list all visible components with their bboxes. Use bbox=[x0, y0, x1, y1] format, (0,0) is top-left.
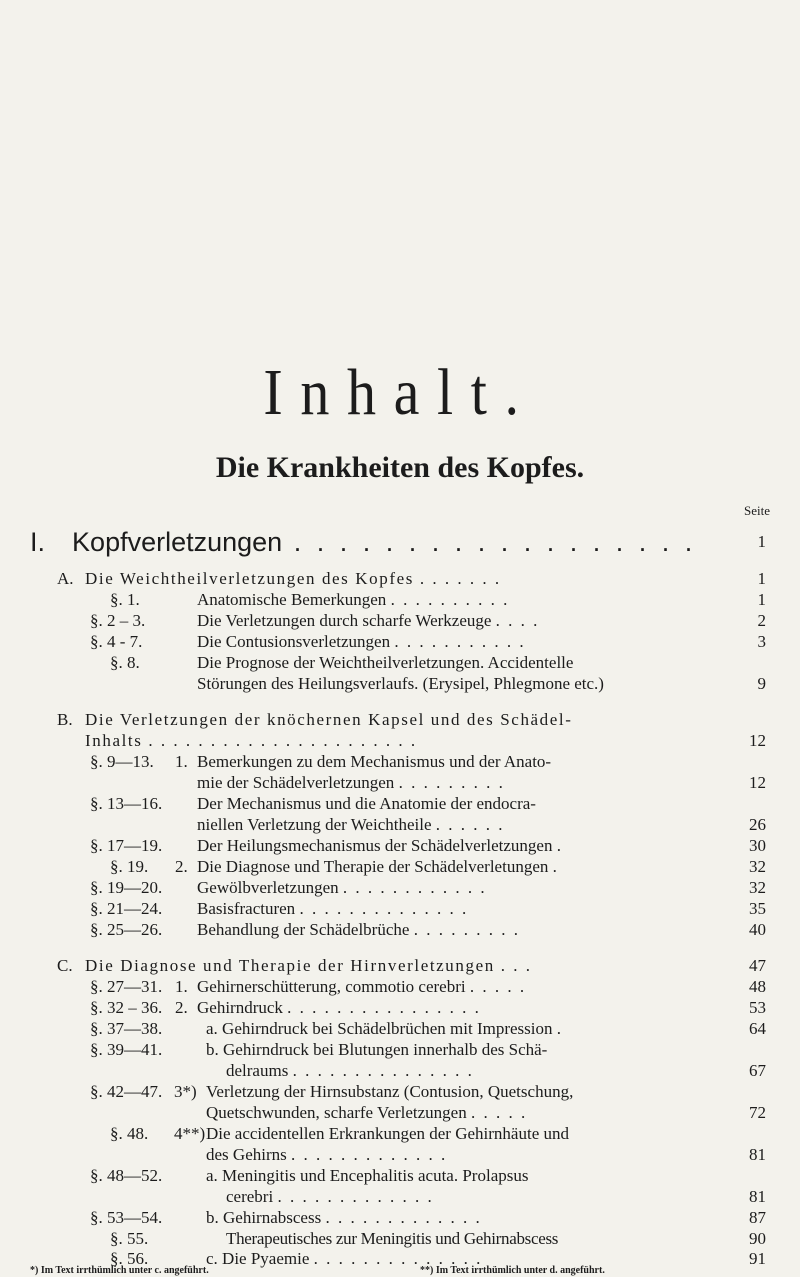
entry-text: Die Contusionsverletzungen bbox=[197, 632, 391, 651]
toc-entry bbox=[197, 857, 559, 877]
part-number: I. bbox=[30, 527, 46, 557]
toc-entry bbox=[197, 998, 481, 1018]
entry-text: cerebri bbox=[226, 1187, 274, 1206]
toc-entry-continued bbox=[226, 1187, 434, 1207]
paragraph-ref: §. 19—20. bbox=[90, 878, 163, 897]
entry-text: des Gehirns bbox=[206, 1145, 287, 1164]
entry-text: Gehirnerschütterung, commotio cerebri bbox=[197, 977, 466, 996]
section-title: Inhalts bbox=[85, 731, 143, 750]
paragraph-ref: §. 27—31. bbox=[90, 977, 163, 996]
toc-entry bbox=[197, 878, 487, 898]
entry-text: Quetschwunden, scharfe Verletzungen bbox=[206, 1103, 467, 1122]
page-column-label: Seite bbox=[744, 503, 770, 518]
footnote: **) Im Text irrthümlich unter d. angeführt. bbox=[420, 1265, 605, 1276]
page-number: 90 bbox=[749, 1229, 766, 1248]
paragraph-ref: §. 2 – 3. bbox=[90, 611, 146, 630]
paragraph-ref: §. 1. bbox=[110, 590, 140, 609]
paragraph-ref: §. 53—54. bbox=[90, 1208, 163, 1227]
page-number: 48 bbox=[749, 977, 766, 996]
leader-dots: . . . . . . . . . . . . . . bbox=[313, 1249, 483, 1268]
page-number: 32 bbox=[749, 857, 766, 876]
toc-entry bbox=[197, 611, 539, 631]
section-b-title-continued bbox=[85, 731, 417, 751]
leader-dots: . . . . bbox=[495, 611, 540, 630]
leader-dots: . . . . . . . . . . . . . bbox=[325, 1208, 482, 1227]
toc-entry: a. Meningitis und Encephalitis acuta. Prolapsus bbox=[206, 1166, 529, 1185]
entry-number: 4**) bbox=[174, 1124, 206, 1143]
toc-entry: Verletzung der Hirnsubstanz (Contusion, Quetschung, bbox=[206, 1082, 574, 1101]
leader-dots: . . . . . . . . . . . . . . bbox=[299, 899, 469, 918]
toc-entry: b. Gehirndruck bei Blutungen innerhalb des Schä- bbox=[206, 1040, 548, 1059]
paragraph-ref: §. 17—19. bbox=[90, 836, 163, 855]
leader-dots: . . . . . . . . . . . . . bbox=[277, 1187, 434, 1206]
leader-dots: . . . . . . . . . bbox=[398, 773, 505, 792]
section-title: Die Weichtheilverletzungen des Kopfes bbox=[85, 569, 414, 588]
section-a-title bbox=[85, 569, 501, 589]
page-number: 81 bbox=[749, 1187, 766, 1206]
page-number: 9 bbox=[757, 674, 766, 693]
page-number: 30 bbox=[749, 836, 766, 855]
page-number: 3 bbox=[757, 632, 766, 651]
part-title: Kopfverletzungen bbox=[72, 527, 283, 557]
leader-dots: . . . . . . . . . . . . bbox=[342, 878, 487, 897]
page-number: 53 bbox=[749, 998, 766, 1017]
page-number: 26 bbox=[749, 815, 766, 834]
toc-entry: Die accidentellen Erkrankungen der Gehirnhäute und bbox=[206, 1124, 569, 1143]
leader-dots: . bbox=[552, 857, 559, 876]
paragraph-ref: §. 48. bbox=[110, 1124, 149, 1143]
toc-entry-continued bbox=[197, 773, 505, 793]
paragraph-ref: §. 8. bbox=[110, 653, 140, 672]
page-number: 87 bbox=[749, 1208, 766, 1227]
entry-text: Gehirndruck bbox=[197, 998, 283, 1017]
entry-text: niellen Verletzung der Weichtheile bbox=[197, 815, 432, 834]
leader-dots: . . . . . . . . . . . . . . . . bbox=[287, 998, 481, 1017]
entry-text: b. Gehirnabscess bbox=[206, 1208, 322, 1227]
page-number: 40 bbox=[749, 920, 766, 939]
page-number: 91 bbox=[749, 1249, 766, 1268]
leader-dots: . . . . . . . . . bbox=[413, 920, 520, 939]
entry-text: Behandlung der Schädelbrüche bbox=[197, 920, 410, 939]
section-b-title: Die Verletzungen der knöchernen Kapsel und des Schädel- bbox=[85, 710, 573, 729]
toc-entry bbox=[197, 899, 468, 919]
entry-number: 1. bbox=[175, 977, 188, 996]
entry-text: mie der Schädelverletzungen bbox=[197, 773, 395, 792]
toc-entry bbox=[206, 1019, 563, 1039]
section-c-title bbox=[85, 956, 532, 976]
paragraph-ref: §. 39—41. bbox=[90, 1040, 163, 1059]
leader-dots: . . . bbox=[500, 956, 532, 975]
toc-entry bbox=[206, 1208, 482, 1228]
toc-entry-continued bbox=[226, 1061, 474, 1081]
page-number: 2 bbox=[757, 611, 766, 630]
leader-dots: . . . . . . . . . . bbox=[390, 590, 510, 609]
toc-entry bbox=[197, 977, 526, 997]
leader-dots: . . . . . . bbox=[435, 815, 505, 834]
page-number: 1 bbox=[757, 590, 766, 609]
toc-entry-continued bbox=[206, 1145, 447, 1165]
entry-text: Der Heilungsmechanismus der Schädelverletzungen bbox=[197, 836, 553, 855]
toc-entry: Der Mechanismus und die Anatomie der endocra- bbox=[197, 794, 536, 813]
entry-text: a. Gehirndruck bei Schädelbrüchen mit Impression bbox=[206, 1019, 553, 1038]
page-number: 12 bbox=[749, 731, 766, 750]
entry-text: c. Die Pyaemie bbox=[206, 1249, 310, 1268]
toc-entry-continued bbox=[206, 1103, 527, 1123]
paragraph-ref: §. 56. bbox=[110, 1249, 149, 1268]
paragraph-ref: §. 13—16. bbox=[90, 794, 163, 813]
footnote: *) Im Text irrthümlich unter c. angeführt. bbox=[30, 1265, 209, 1276]
page-number: 1 bbox=[757, 532, 766, 551]
entry-number: 2. bbox=[175, 998, 188, 1017]
paragraph-ref: §. 55. bbox=[110, 1229, 149, 1248]
entry-text: delraums bbox=[226, 1061, 289, 1080]
leader-dots: . . . . . . . . . . . bbox=[394, 632, 526, 651]
section-a-label: A. bbox=[57, 569, 74, 588]
page-title: Inhalt. bbox=[263, 356, 537, 429]
leader-dots: . . . . . bbox=[470, 1103, 528, 1122]
entry-text: Die Diagnose und Therapie der Schädelverletungen bbox=[197, 857, 549, 876]
leader-dots: . . . . . . . . . . . . . . . bbox=[292, 1061, 474, 1080]
page-number: 67 bbox=[749, 1061, 766, 1080]
paragraph-ref: §. 4 - 7. bbox=[90, 632, 143, 651]
leader-dots: . bbox=[556, 1019, 564, 1038]
section-title: Die Diagnose und Therapie der Hirnverletzungen bbox=[85, 956, 495, 975]
page-number: 35 bbox=[749, 899, 766, 918]
paragraph-ref: §. 42—47. bbox=[90, 1082, 163, 1101]
toc-entry bbox=[197, 590, 509, 610]
entry-text: Anatomische Bemerkungen bbox=[197, 590, 387, 609]
leader-dots: . . . . . . . . . . . . . . . . . . . . . . bbox=[148, 731, 418, 750]
leader-dots: . . . . . . . . . . . . . bbox=[290, 1145, 448, 1164]
toc-entry: Bemerkungen zu dem Mechanismus und der Anato- bbox=[197, 752, 552, 771]
page-subtitle: Die Krankheiten des Kopfes. bbox=[215, 451, 585, 484]
paragraph-ref: §. 19. bbox=[110, 857, 149, 876]
toc-entry bbox=[197, 920, 520, 940]
section-b-label: B. bbox=[57, 710, 73, 729]
page-number: 64 bbox=[749, 1019, 766, 1038]
toc-entry-continued: Störungen des Heilungsverlaufs. (Erysipel, Phlegmone etc.) bbox=[197, 674, 604, 693]
paragraph-ref: §. 9—13. bbox=[90, 752, 154, 771]
page-number: 72 bbox=[749, 1103, 766, 1122]
entry-number: 3*) bbox=[174, 1082, 197, 1101]
section-c-label: C. bbox=[57, 956, 73, 975]
page-number: 47 bbox=[749, 956, 766, 975]
page-number: 1 bbox=[757, 569, 766, 588]
paragraph-ref: §. 32 – 36. bbox=[90, 998, 163, 1017]
entry-number: 1. bbox=[175, 752, 188, 771]
leader-dots: . bbox=[556, 836, 563, 855]
paragraph-ref: §. 25—26. bbox=[90, 920, 163, 939]
page-number: 32 bbox=[749, 878, 766, 897]
leader-dots: . . . . . bbox=[469, 977, 527, 996]
toc-entry-continued bbox=[197, 815, 505, 835]
part-heading bbox=[30, 527, 696, 557]
leader-dots: . . . . . . . bbox=[419, 569, 502, 588]
entry-text: Die Verletzungen durch scharfe Werkzeuge bbox=[197, 611, 492, 630]
entry-text: Gewölbverletzungen bbox=[197, 878, 339, 897]
entry-text: Basisfracturen bbox=[197, 899, 296, 918]
paragraph-ref: §. 37—38. bbox=[90, 1019, 163, 1038]
leader-dots: . . . . . . . . . . . . . . . . . . bbox=[282, 527, 697, 557]
page-number: 12 bbox=[749, 773, 766, 792]
page-number: 81 bbox=[749, 1145, 766, 1164]
toc-entry: Therapeutisches zur Meningitis und Gehirnabscess bbox=[226, 1229, 559, 1248]
entry-number: 2. bbox=[175, 857, 188, 876]
toc-entry bbox=[197, 632, 526, 652]
paragraph-ref: §. 21—24. bbox=[90, 899, 163, 918]
paragraph-ref: §. 48—52. bbox=[90, 1166, 163, 1185]
toc-entry bbox=[197, 836, 563, 856]
toc-entry: Die Prognose der Weichtheilverletzungen. Accidentelle bbox=[197, 653, 574, 672]
